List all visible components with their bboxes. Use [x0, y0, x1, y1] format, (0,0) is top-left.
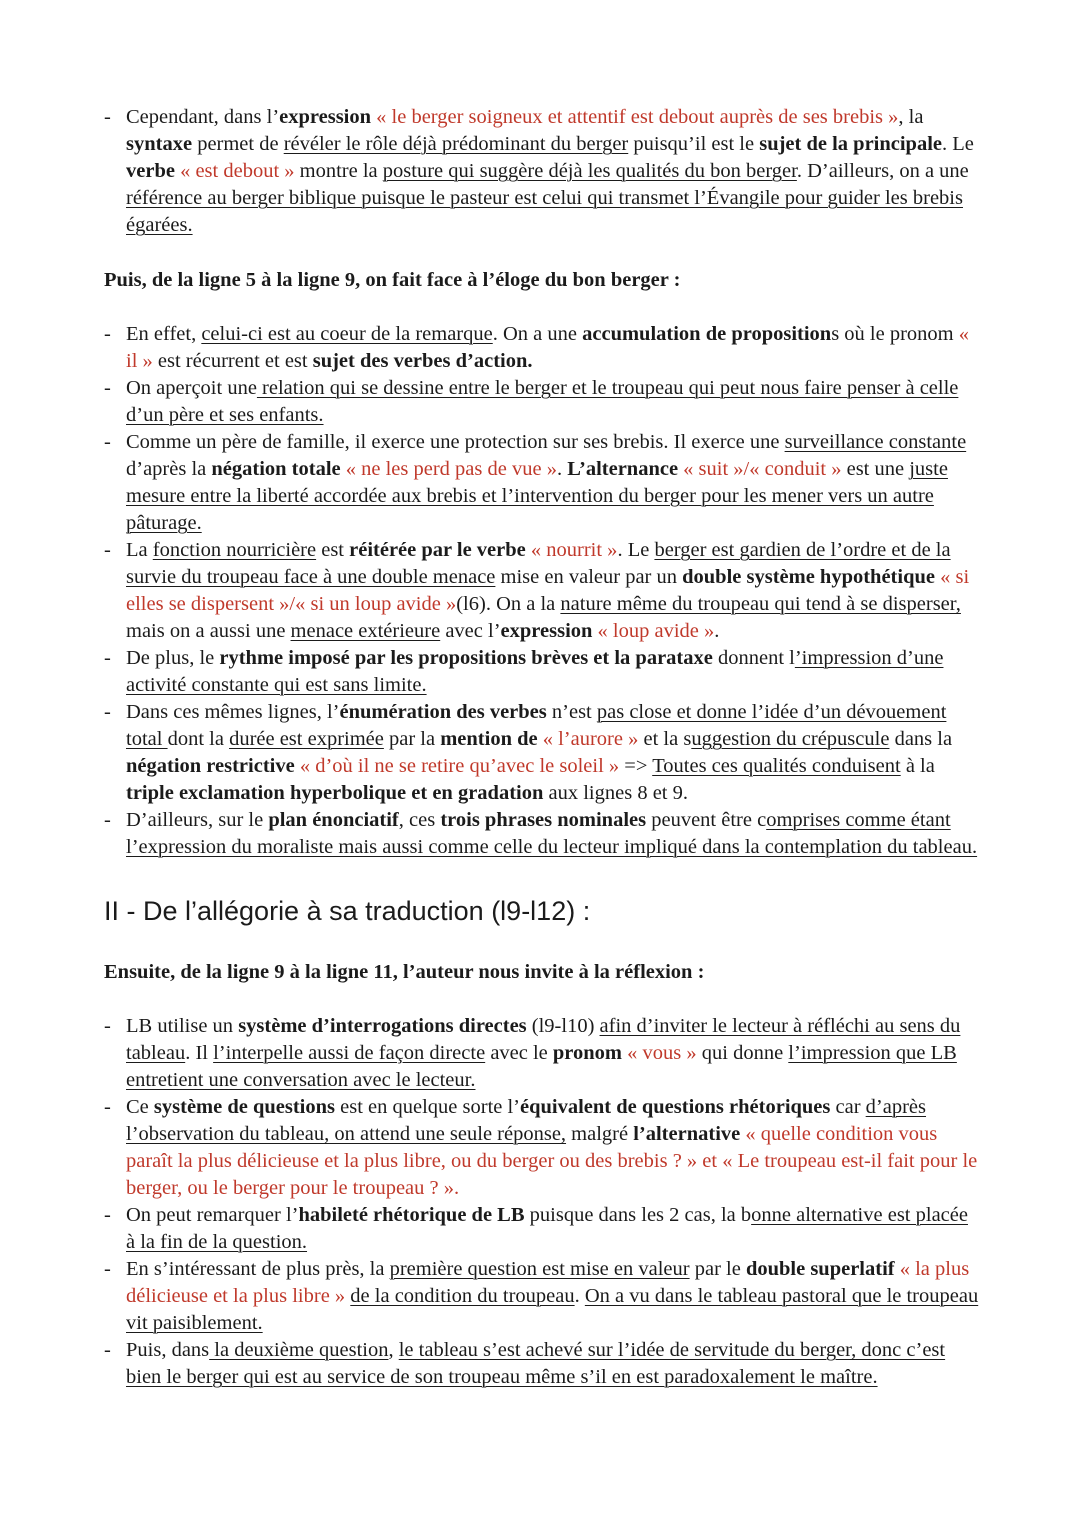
underlined-text: Toutes ces qualités conduisent: [652, 755, 901, 777]
bold-term: habileté rhétorique de LB: [298, 1204, 525, 1226]
part2-list: [104, 1013, 980, 1391]
text: avec le: [485, 1042, 553, 1064]
text: qui donne: [696, 1042, 789, 1064]
text: mise en valeur par un: [495, 566, 683, 588]
list-item: [104, 321, 980, 375]
text: donnent l: [712, 647, 795, 669]
bold-term: double système hypothétique: [682, 566, 935, 588]
bold-term: négation restrictive: [126, 755, 295, 777]
text: .: [574, 1285, 585, 1307]
bold-term: rythme imposé par les propositions brèves et la parataxe: [219, 647, 713, 669]
text: =>: [619, 755, 653, 777]
list-item: [104, 537, 980, 645]
list-item: [104, 1337, 980, 1391]
text: En effet,: [126, 323, 202, 345]
quote: « l’aurore »: [542, 728, 639, 750]
text: Comme un père de famille, il exerce une protection sur ses brebis. Il exerce une: [126, 431, 785, 453]
underlined-text: ’impression d’une activité constante qui est sans limite.: [126, 647, 944, 696]
quote: « loup avide »: [597, 620, 715, 642]
bold-term: équivalent de questions rhétoriques: [520, 1096, 831, 1118]
text: (l9-l10): [526, 1015, 600, 1037]
bold-term: triple exclamation hyperbolique et en gradation: [126, 782, 544, 804]
underlined-text: révéler le rôle déjà prédominant du berger: [283, 133, 629, 155]
section-heading: Puis, de la ligne 5 à la ligne 9, on fait face à l’éloge du bon berger :: [104, 269, 681, 291]
list-item: [104, 645, 980, 699]
text: par le: [689, 1258, 746, 1280]
text: est récurrent et est: [152, 350, 313, 372]
bold-term: négation totale: [211, 458, 341, 480]
text: (l6). On a la: [456, 593, 561, 615]
text: peuvent être c: [646, 809, 767, 831]
text: est une: [841, 458, 910, 480]
text: et la s: [638, 728, 692, 750]
underlined-text: pas close et donne l’idée d’un dévouement total: [126, 701, 947, 750]
text: malgré: [566, 1123, 634, 1145]
underlined-text: menace extérieure: [290, 620, 441, 642]
bold-term: expression: [279, 106, 372, 128]
quote: « le berger soigneux et attentif est debout auprès de ses brebis »: [376, 106, 899, 128]
text: . Il: [185, 1042, 214, 1064]
bold-term: pronom: [552, 1042, 623, 1064]
list-item: [104, 1094, 980, 1202]
bold-term: syntaxe: [126, 133, 193, 155]
text: En s’intéressant de plus près, la: [126, 1258, 390, 1280]
bold-term: réitérée par le verbe: [349, 539, 526, 561]
bold-term: système de questions: [153, 1096, 335, 1118]
quote: « ne les perd pas de vue »: [345, 458, 557, 480]
quote: « quelle condition vous paraît la plus délicieuse et la plus libre, ou du berger ou des brebis ? » et « Le troupeau est-il fait pour le berger, ou le berger pour le troupeau ? »: [126, 1123, 978, 1199]
quote: .: [454, 1177, 460, 1199]
text: . Le: [942, 133, 974, 155]
text: à la: [900, 755, 935, 777]
quote: « nourrit »: [530, 539, 618, 561]
quote: « si elles se dispersent »/« si un loup avide »: [126, 566, 970, 615]
text: .: [714, 620, 720, 642]
list-item: [104, 699, 980, 807]
bold-term: système d’interrogations directes: [238, 1015, 527, 1037]
text: n’est: [546, 701, 597, 723]
underlined-text: première question est mise en valeur: [389, 1258, 690, 1280]
list-item: [104, 104, 980, 239]
underlined-text: omprises comme étant l’expression du moraliste mais aussi comme celle du lecteur impliqué dans la contemplation du tableau.: [126, 809, 978, 858]
text: Cependant, dans l’: [126, 106, 280, 128]
bold-term: l’alternative: [633, 1123, 741, 1145]
underlined-text: celui-ci est au coeur de la remarque: [201, 323, 493, 345]
bold-term: sujet des verbes d’action.: [312, 350, 533, 372]
bold-term: accumulation de proposition: [582, 323, 832, 345]
text: On aperçoit une: [126, 377, 257, 399]
underlined-text: posture qui suggère déjà les qualités du bon berger: [382, 160, 797, 182]
text: . Le: [617, 539, 655, 561]
bold-term: expression: [500, 620, 593, 642]
text: d’après la: [126, 458, 212, 480]
underlined-text: nature même du troupeau qui tend à se disperser,: [560, 593, 961, 615]
bold-term: L’alternance: [567, 458, 679, 480]
quote: « suit »/« conduit »: [683, 458, 842, 480]
underlined-text: On a vu dans le tableau pastoral que le troupeau vit paisiblement.: [126, 1285, 979, 1334]
text: .: [556, 458, 568, 480]
text: permet de: [192, 133, 284, 155]
bold-term: énumération des verbes: [339, 701, 547, 723]
text: D’ailleurs, sur le: [126, 809, 269, 831]
text: Puis, dans: [126, 1339, 210, 1361]
bold-term: trois phrases nominales: [440, 809, 647, 831]
text: mais on a aussi une: [126, 620, 291, 642]
underlined-text: relation qui se dessine entre le berger et le troupeau qui peut nous faire penser à celle d’un père et ses enfants.: [126, 377, 959, 426]
list-item: [104, 1202, 980, 1256]
quote: « est debout »: [180, 160, 295, 182]
underlined-text: uggestion du crépuscule: [691, 728, 890, 750]
underlined-text: l’interpelle aussi de façon directe: [213, 1042, 486, 1064]
quote: « il »: [126, 323, 969, 372]
list-item: [104, 1013, 980, 1094]
underlined-text: de la condition du troupeau: [350, 1285, 575, 1307]
underlined-text: berger est gardien de l’ordre et de la survie du troupeau face à une double menace: [126, 539, 951, 588]
underlined-text: d’après l’observation du tableau, on attend une seule réponse,: [126, 1096, 927, 1145]
underlined-text: la deuxième question: [209, 1339, 389, 1361]
text: car: [830, 1096, 866, 1118]
underlined-text: surveillance constante: [784, 431, 967, 453]
text: De plus, le: [126, 647, 220, 669]
underlined-text: juste mesure entre la liberté accordée aux brebis et l’intervention du berger pour les mener vers un autre pâturage.: [126, 458, 948, 534]
text: puisqu’il est le: [628, 133, 760, 155]
section1-end-list: [104, 104, 980, 239]
quote: « d’où il ne se retire qu’avec le soleil »: [299, 755, 620, 777]
text: Ce: [126, 1096, 154, 1118]
underlined-text: fonction nourricière: [152, 539, 317, 561]
text: . On a une: [492, 323, 583, 345]
text: s où le pronom: [831, 323, 959, 345]
bold-term: mention de: [440, 728, 538, 750]
list-item: [104, 429, 980, 537]
text: La: [126, 539, 153, 561]
bold-term: plan énonciatif: [268, 809, 399, 831]
text: LB utilise un: [126, 1015, 239, 1037]
text: avec l’: [440, 620, 501, 642]
list-item: [104, 375, 980, 429]
text: dont la: [167, 728, 230, 750]
underlined-text: l’impression que LB entretient une conversation avec le lecteur.: [126, 1042, 957, 1091]
underlined-text: afin d’inviter le lecteur à réfléchi au sens du tableau: [126, 1015, 961, 1064]
text: est: [316, 539, 350, 561]
quote: « la plus délicieuse et la plus libre »: [126, 1258, 970, 1307]
text: montre la: [294, 160, 383, 182]
underlined-text: durée est exprimée: [229, 728, 384, 750]
bold-term: sujet de la principale: [759, 133, 943, 155]
quote: « vous »: [627, 1042, 697, 1064]
bold-term: double superlatif: [745, 1258, 895, 1280]
text: , ces: [398, 809, 441, 831]
section-heading: Ensuite, de la ligne 9 à la ligne 11, l’auteur nous invite à la réflexion :: [104, 961, 705, 983]
underlined-text: onne alternative est placée à la fin de la question.: [126, 1204, 968, 1253]
text: ,: [388, 1339, 399, 1361]
part1-list: [104, 321, 980, 861]
text: . D’ailleurs, on a une: [796, 160, 969, 182]
bold-term: verbe: [126, 160, 175, 182]
list-item: [104, 807, 980, 861]
text: est en quelque sorte l’: [335, 1096, 521, 1118]
text: aux lignes 8 et 9.: [543, 782, 689, 804]
underlined-text: référence au berger biblique puisque le pasteur est celui qui transmet l’Évangile pour guider les brebis égarées.: [126, 187, 963, 236]
text: , la: [898, 106, 924, 128]
section-title: II - De l’allégorie à sa traduction (l9-l12) :: [104, 896, 591, 926]
list-item: [104, 1256, 980, 1337]
text: par la: [383, 728, 441, 750]
text: puisque dans les 2 cas, la b: [524, 1204, 752, 1226]
text: On peut remarquer l’: [126, 1204, 299, 1226]
text: Dans ces mêmes lignes, l’: [126, 701, 340, 723]
text: dans la: [889, 728, 953, 750]
underlined-text: le tableau s’est achevé sur l’idée de servitude du berger, donc c’est bien le berger qui est au service de son troupeau même s’il en est paradoxalement le maître.: [126, 1339, 946, 1388]
